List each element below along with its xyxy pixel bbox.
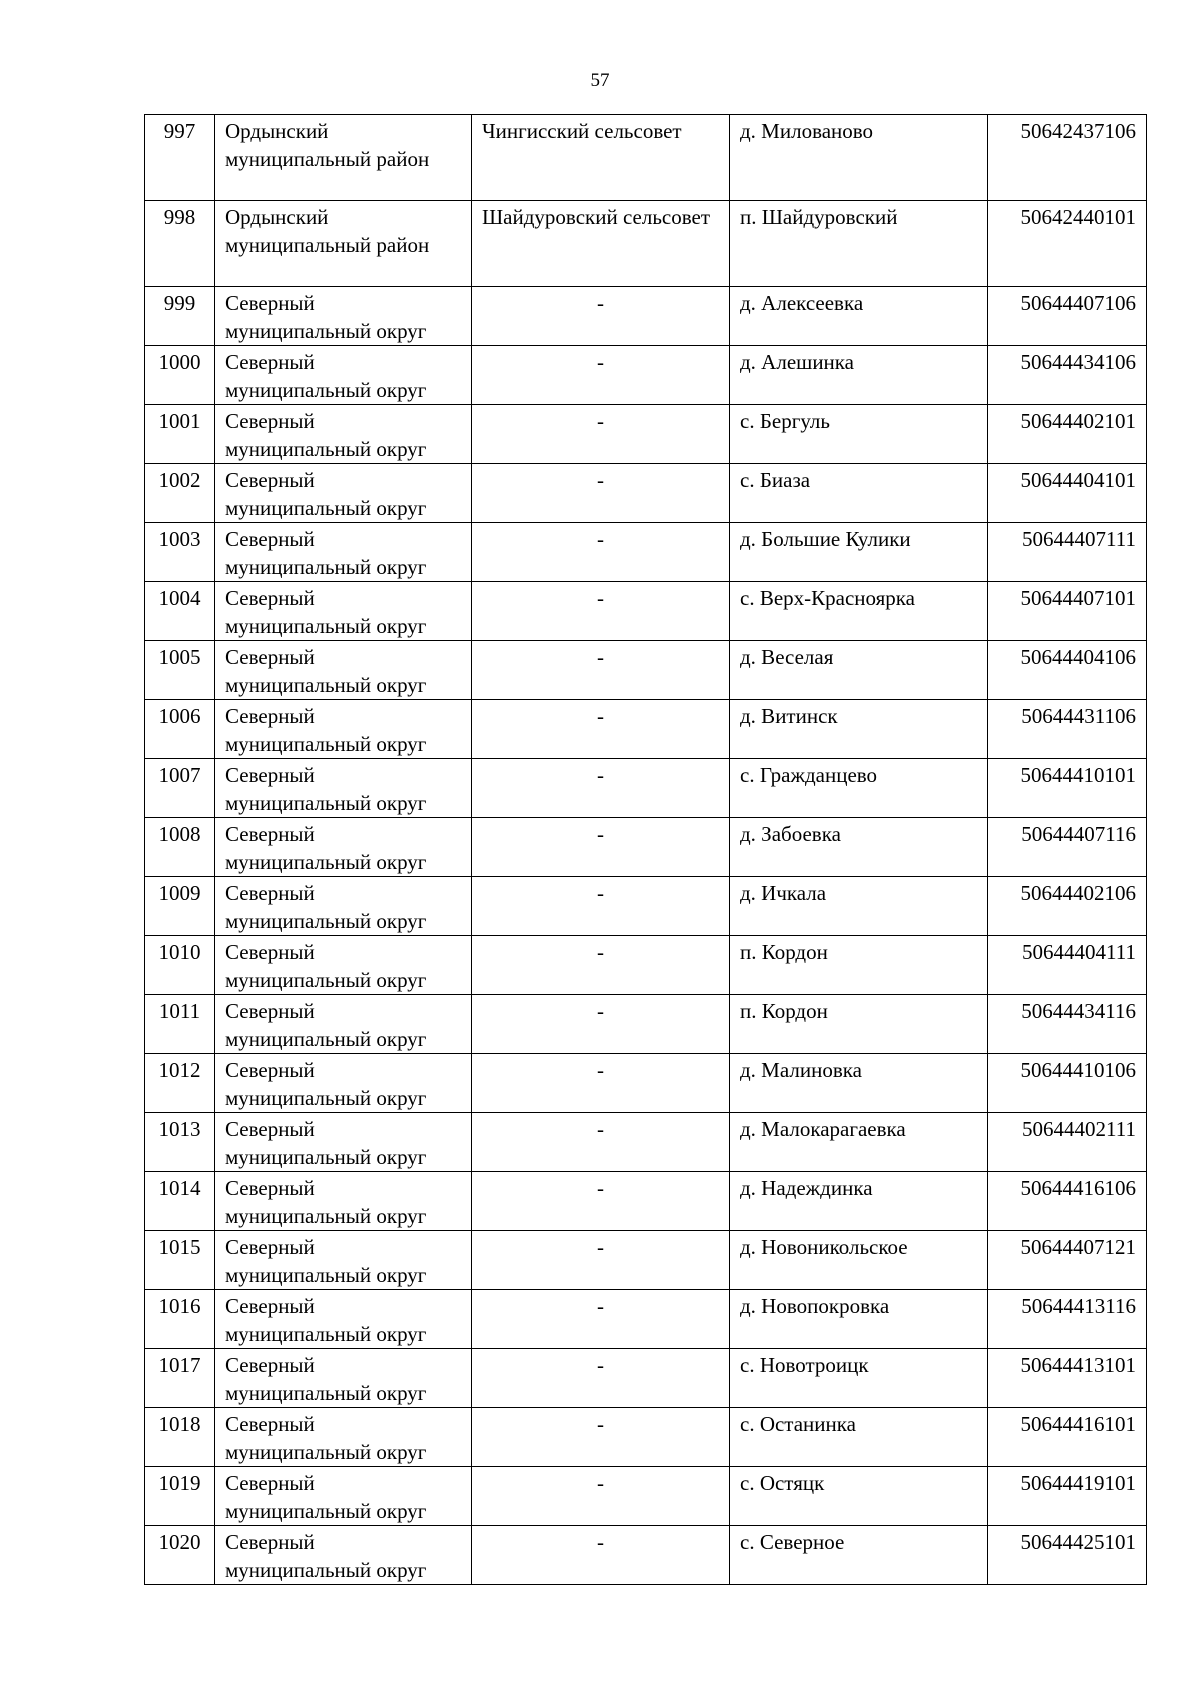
oktmo-code-cell: 50644404111 (988, 936, 1147, 995)
settlement-cell: - (472, 582, 730, 641)
table-row (145, 759, 1147, 818)
table-row (145, 1526, 1147, 1585)
locality-cell: д. Витинск (730, 700, 988, 759)
row-number-cell: 1015 (145, 1231, 215, 1290)
oktmo-code-cell: 50642437106 (988, 115, 1147, 201)
locality-cell: д. Большие Кулики (730, 523, 988, 582)
table-row (145, 1349, 1147, 1408)
table-row (145, 1290, 1147, 1349)
oktmo-code-cell: 50644402101 (988, 405, 1147, 464)
locality-cell: п. Шайдуровский (730, 201, 988, 287)
locality-cell: п. Кордон (730, 995, 988, 1054)
row-number-cell: 1008 (145, 818, 215, 877)
oktmo-code-cell: 50644434106 (988, 346, 1147, 405)
locality-cell: д. Веселая (730, 641, 988, 700)
table-row (145, 523, 1147, 582)
table-row (145, 346, 1147, 405)
row-number-cell: 1001 (145, 405, 215, 464)
settlement-cell: - (472, 1408, 730, 1467)
row-number-cell: 999 (145, 287, 215, 346)
municipality-cell: Северный муниципальный округ (215, 818, 472, 877)
table-row (145, 995, 1147, 1054)
municipality-cell: Северный муниципальный округ (215, 523, 472, 582)
settlement-cell: - (472, 1172, 730, 1231)
locality-cell: д. Надеждинка (730, 1172, 988, 1231)
table-row (145, 818, 1147, 877)
row-number-cell: 997 (145, 115, 215, 201)
table-row (145, 464, 1147, 523)
municipality-cell: Северный муниципальный округ (215, 464, 472, 523)
municipality-cell: Северный муниципальный округ (215, 1113, 472, 1172)
municipality-cell: Северный муниципальный округ (215, 877, 472, 936)
oktmo-code-cell: 50644407106 (988, 287, 1147, 346)
row-number-cell: 1014 (145, 1172, 215, 1231)
locality-cell: д. Новоникольское (730, 1231, 988, 1290)
oktmo-code-cell: 50644407101 (988, 582, 1147, 641)
row-number-cell: 1003 (145, 523, 215, 582)
settlement-cell: - (472, 1231, 730, 1290)
row-number-cell: 998 (145, 201, 215, 287)
table-row (145, 1113, 1147, 1172)
settlement-cell: - (472, 759, 730, 818)
oktmo-code-cell: 50644413116 (988, 1290, 1147, 1349)
municipality-cell: Северный муниципальный округ (215, 1467, 472, 1526)
oktmo-code-cell: 50644402111 (988, 1113, 1147, 1172)
locality-cell: с. Верх-Красноярка (730, 582, 988, 641)
settlement-cell: - (472, 287, 730, 346)
table-row (145, 700, 1147, 759)
locality-cell: с. Новотроицк (730, 1349, 988, 1408)
locality-cell: с. Северное (730, 1526, 988, 1585)
settlement-cell: - (472, 1290, 730, 1349)
municipality-cell: Северный муниципальный округ (215, 1408, 472, 1467)
municipality-cell: Северный муниципальный округ (215, 405, 472, 464)
settlement-cell: - (472, 641, 730, 700)
oktmo-code-cell: 50644402106 (988, 877, 1147, 936)
table-row (145, 936, 1147, 995)
settlement-cell: - (472, 818, 730, 877)
table-row (145, 641, 1147, 700)
oktmo-code-cell: 50644407116 (988, 818, 1147, 877)
row-number-cell: 1018 (145, 1408, 215, 1467)
oktmo-code-cell: 50644431106 (988, 700, 1147, 759)
settlement-cell: - (472, 936, 730, 995)
settlement-cell: - (472, 1526, 730, 1585)
settlement-cell: - (472, 1467, 730, 1526)
table-row (145, 201, 1147, 287)
settlement-cell: - (472, 405, 730, 464)
locality-cell: д. Ичкала (730, 877, 988, 936)
table-row (145, 1231, 1147, 1290)
settlement-cell: - (472, 464, 730, 523)
row-number-cell: 1002 (145, 464, 215, 523)
table-row (145, 287, 1147, 346)
municipality-cell: Северный муниципальный округ (215, 1054, 472, 1113)
oktmo-code-cell: 50644410106 (988, 1054, 1147, 1113)
oktmo-code-cell: 50644404106 (988, 641, 1147, 700)
municipality-cell: Северный муниципальный округ (215, 759, 472, 818)
locality-cell: д. Новопокровка (730, 1290, 988, 1349)
row-number-cell: 1016 (145, 1290, 215, 1349)
settlement-cell: - (472, 1349, 730, 1408)
table-body (145, 115, 1147, 1585)
row-number-cell: 1005 (145, 641, 215, 700)
locality-cell: д. Забоевка (730, 818, 988, 877)
page-number: 57 (590, 70, 610, 91)
municipality-cell: Северный муниципальный округ (215, 700, 472, 759)
settlement-cell: - (472, 700, 730, 759)
settlement-cell: - (472, 1113, 730, 1172)
locality-cell: д. Малокарагаевка (730, 1113, 988, 1172)
locality-cell: с. Остяцк (730, 1467, 988, 1526)
municipality-cell: Северный муниципальный округ (215, 1526, 472, 1585)
oktmo-code-cell: 50644413101 (988, 1349, 1147, 1408)
row-number-cell: 1000 (145, 346, 215, 405)
oktmo-code-cell: 50644404101 (988, 464, 1147, 523)
row-number-cell: 1004 (145, 582, 215, 641)
municipality-cell: Северный муниципальный округ (215, 1349, 472, 1408)
oktmo-code-cell: 50644416106 (988, 1172, 1147, 1231)
municipality-cell: Ордынский муниципальный район (215, 115, 472, 201)
row-number-cell: 1007 (145, 759, 215, 818)
row-number-cell: 1012 (145, 1054, 215, 1113)
row-number-cell: 1017 (145, 1349, 215, 1408)
municipality-cell: Северный муниципальный округ (215, 641, 472, 700)
table-row (145, 1172, 1147, 1231)
table-row (145, 115, 1147, 201)
municipality-cell: Северный муниципальный округ (215, 1290, 472, 1349)
row-number-cell: 1010 (145, 936, 215, 995)
settlement-cell: Шайдуровский сельсовет (472, 201, 730, 287)
municipality-cell: Северный муниципальный округ (215, 995, 472, 1054)
locality-cell: с. Биаза (730, 464, 988, 523)
municipality-cell: Северный муниципальный округ (215, 1172, 472, 1231)
row-number-cell: 1020 (145, 1526, 215, 1585)
locality-cell: с. Гражданцево (730, 759, 988, 818)
municipality-cell: Северный муниципальный округ (215, 287, 472, 346)
municipality-cell: Северный муниципальный округ (215, 936, 472, 995)
locality-cell: с. Бергуль (730, 405, 988, 464)
oktmo-code-cell: 50644407111 (988, 523, 1147, 582)
locality-cell: д. Алешинка (730, 346, 988, 405)
locality-cell: д. Алексеевка (730, 287, 988, 346)
table-row (145, 1408, 1147, 1467)
settlement-cell: - (472, 523, 730, 582)
oktmo-code-cell: 50644434116 (988, 995, 1147, 1054)
locality-cell: д. Малиновка (730, 1054, 988, 1113)
settlement-cell: Чингисский сельсовет (472, 115, 730, 201)
oktmo-code-cell: 50644407121 (988, 1231, 1147, 1290)
row-number-cell: 1006 (145, 700, 215, 759)
oktmo-code-cell: 50644416101 (988, 1408, 1147, 1467)
municipality-cell: Северный муниципальный округ (215, 582, 472, 641)
municipality-cell: Северный муниципальный округ (215, 346, 472, 405)
localities-table (144, 114, 1147, 1585)
oktmo-code-cell: 50644425101 (988, 1526, 1147, 1585)
locality-cell: с. Останинка (730, 1408, 988, 1467)
settlement-cell: - (472, 877, 730, 936)
municipality-cell: Северный муниципальный округ (215, 1231, 472, 1290)
municipality-cell: Ордынский муниципальный район (215, 201, 472, 287)
table-row (145, 582, 1147, 641)
row-number-cell: 1009 (145, 877, 215, 936)
oktmo-code-cell: 50642440101 (988, 201, 1147, 287)
locality-cell: п. Кордон (730, 936, 988, 995)
row-number-cell: 1013 (145, 1113, 215, 1172)
row-number-cell: 1019 (145, 1467, 215, 1526)
settlement-cell: - (472, 1054, 730, 1113)
table-row (145, 877, 1147, 936)
locality-cell: д. Милованово (730, 115, 988, 201)
settlement-cell: - (472, 995, 730, 1054)
settlement-cell: - (472, 346, 730, 405)
oktmo-code-cell: 50644410101 (988, 759, 1147, 818)
table-row (145, 405, 1147, 464)
table-row (145, 1467, 1147, 1526)
row-number-cell: 1011 (145, 995, 215, 1054)
table-row (145, 1054, 1147, 1113)
oktmo-code-cell: 50644419101 (988, 1467, 1147, 1526)
